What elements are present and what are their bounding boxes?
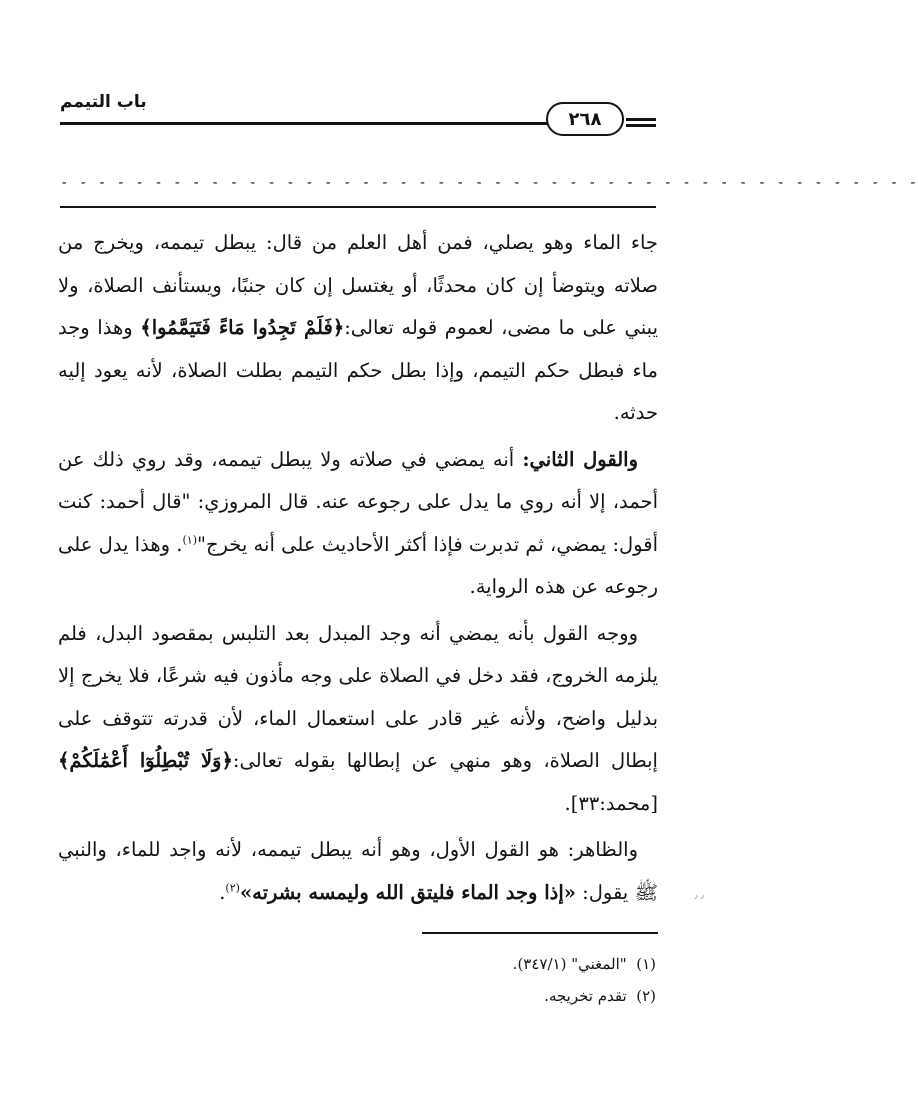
- paragraph-4-text-a: والظاهر: هو القول الأول، وهو أنه يبطل تيممه، لأنه واجد للماء، والنبي ﷺ يقول:: [58, 838, 658, 904]
- hadith-quote: «إذا وجد الماء فليتق الله وليمسه بشرته»: [239, 880, 576, 904]
- verse-reference: [محمد:٣٣].: [564, 791, 658, 815]
- footnote-1: [60, 948, 656, 980]
- quran-verse-2: ﴿وَلَا تُبْطِلُوٓا أَعْمَٰلَكُمْ﴾: [58, 749, 233, 772]
- paragraph-4: [58, 829, 658, 914]
- second-opinion-label: والقول الثاني:: [522, 447, 638, 471]
- paragraph-2: [58, 439, 658, 609]
- main-text: [58, 222, 658, 918]
- footnote-1-number: (١): [636, 955, 656, 973]
- footnotes: [60, 948, 656, 1012]
- header-rule: [60, 122, 556, 125]
- footnote-ref-2[interactable]: (٢): [225, 881, 240, 894]
- chapter-title: باب التيمم: [60, 92, 147, 112]
- quran-verse-1: ﴿فَلَمْ تَجِدُوا مَاءً فَتَيَمَّمُوا﴾: [140, 316, 345, 339]
- footnote-2-number: (٢): [636, 987, 656, 1005]
- header-ornament: [626, 118, 656, 130]
- page-number: ٢٦٨: [546, 102, 624, 136]
- paragraph-4-text-b: .: [219, 880, 226, 904]
- footnote-ref-1[interactable]: (١): [182, 533, 197, 546]
- margin-mark: ٫ ٫: [694, 890, 704, 901]
- paragraph-2-text-a: أنه يمضي في صلاته ولا يبطل تيممه، وقد روي ذلك عن أحمد، إلا أنه روي ما يدل على رجوعه عنه. قال المروزي: "قال أحمد: كنت أقول: يمضي، ثم تدبرت فإذا أكثر الأحاديث على أنه يخرج": [58, 447, 658, 556]
- footnote-1-text: "المغني" (٣٤٧/١).: [512, 955, 627, 973]
- footnote-2-text: تقدم تخريجه.: [544, 987, 627, 1005]
- paragraph-1: [58, 222, 658, 435]
- footnote-rule: [422, 932, 658, 934]
- page-header: [60, 88, 656, 138]
- dashed-separator: - - - - - - - - - - - - - - - - - - - - - - - - - - - - - - - - - - - - - - - - - - - - - -: [60, 175, 918, 191]
- paragraph-3-text-a: ووجه القول بأنه يمضي أنه وجد المبدل بعد التلبس بمقصود البدل، فلم يلزمه الخروج، فقد دخل في الصلاة على وجه مأذون فيه شرعًا، فلا يخرج إلا بدليل واضح، ولأنه غير قادر على استعمال الماء، لأن قدرته تتوقف على إبطال الصلاة، وهو منهي عن إبطالها بقوله تعالى:: [58, 621, 658, 772]
- paragraph-3: [58, 613, 658, 826]
- paragraph-1-text-a: جاء الماء وهو يصلي، فمن أهل العلم من قال: يبطل تيممه، ويخرج من صلاته ويتوضأ إن كان محدثًا، أو يغتسل إن كان جنبًا، ويستأنف الصلاة، ولا يبني على ما مضى، لعموم قوله تعالى:: [58, 231, 658, 339]
- paragraph-2-text-b: . وهذا يدل على رجوعه عن هذه الرواية.: [58, 532, 658, 598]
- footnote-2: [60, 980, 656, 1012]
- paragraph-1-text-b: وهذا وجد ماء فبطل حكم التيمم، وإذا بطل حكم التيمم بطلت الصلاة، لأنه يعود إليه حدثه.: [58, 316, 658, 424]
- solid-separator: [60, 206, 656, 208]
